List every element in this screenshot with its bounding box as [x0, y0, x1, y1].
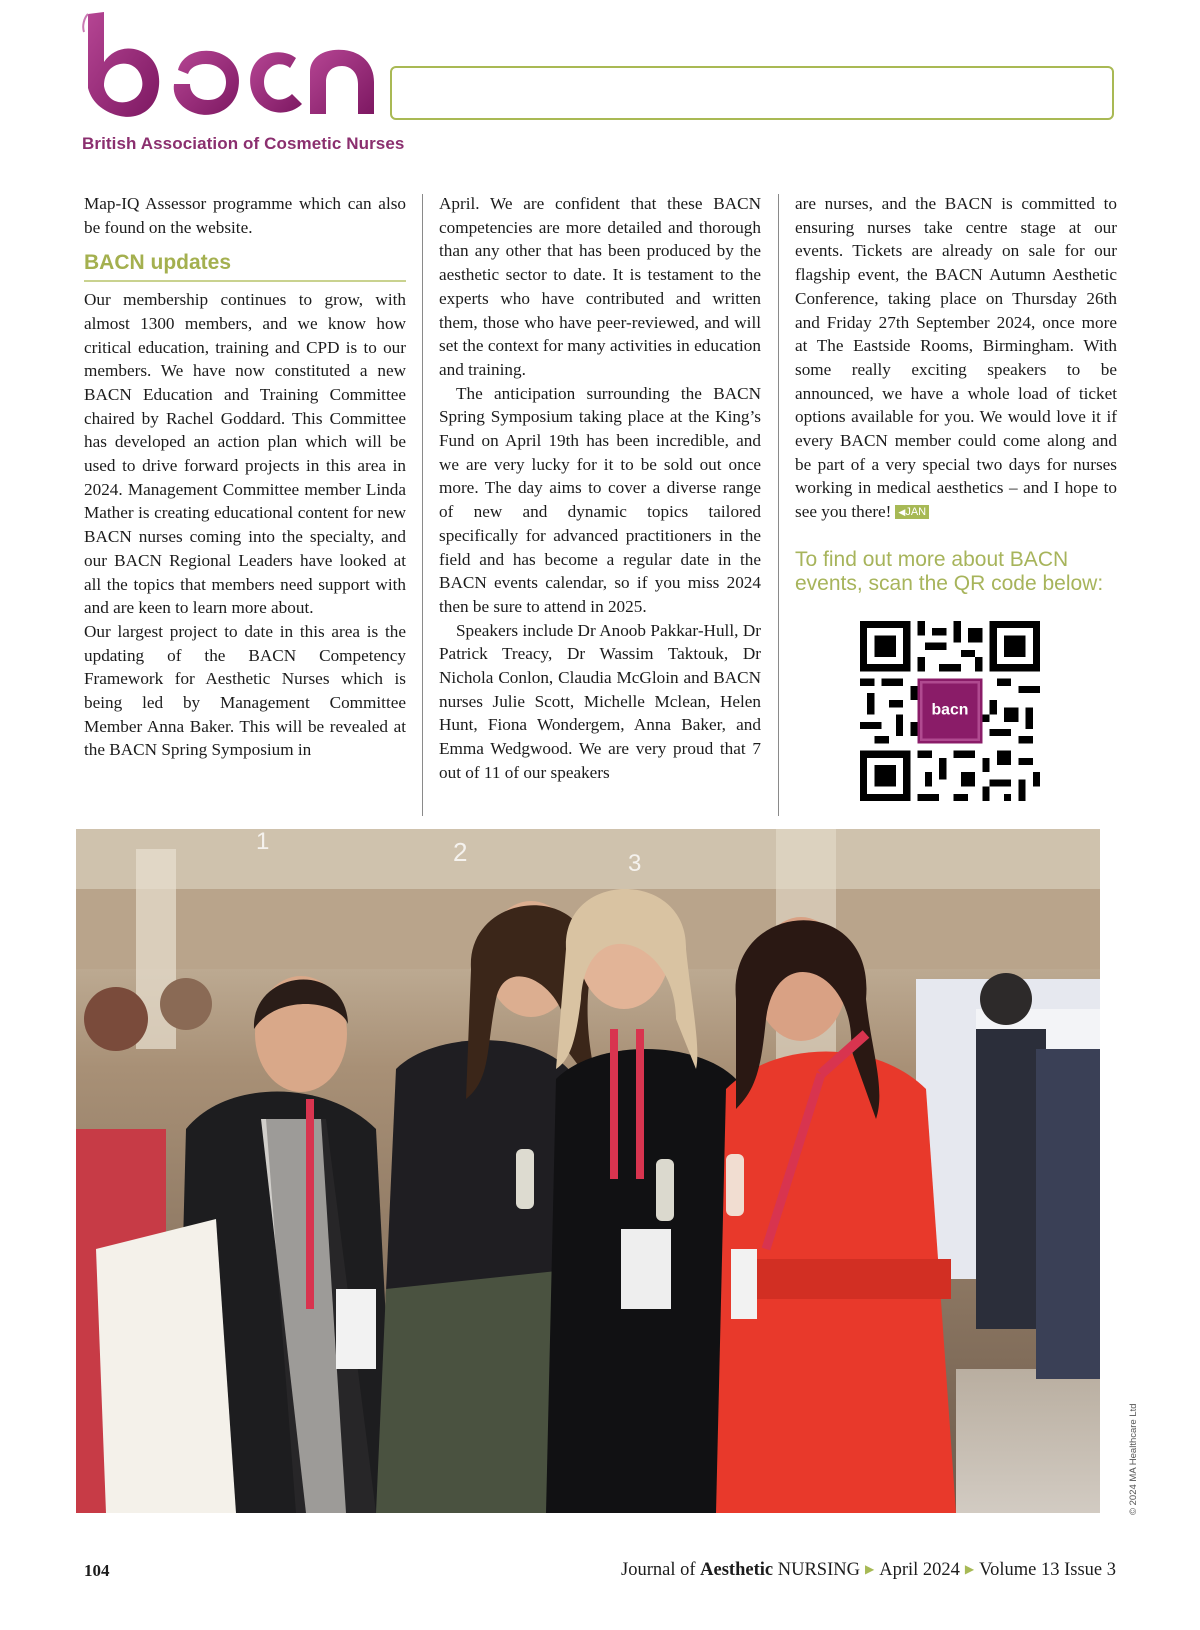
header-banner-box — [390, 66, 1114, 120]
sign-number: 3 — [628, 850, 642, 877]
author-initials: JAN — [905, 506, 927, 519]
paragraph: Our membership continues to grow, with almost 1300 members, and we know how critical education, training and CPD is to our members. We have now constituted a new BACN Education and Training Committee chaired by Rachel Goddard. This Committee has developed an action plan which will be used to drive forward projects in this area in 2024. Management Committee member Linda Mather is creating educational content for new BACN nurses coming into the specialty, and our BACN Regional Leaders have looked at all the topics that members need support with and are keen to learn more about. — [84, 290, 406, 618]
qr-code-icon[interactable] — [860, 621, 1040, 801]
page-number: 104 — [84, 1561, 110, 1580]
article-column-1 — [84, 192, 406, 762]
paragraph: April. We are confident that these BACN competencies are more detailed and thorough than any other that has been produced by the aesthetic sector to date. It is testament to the experts who have contributed and written them, those who have peer-reviewed, and will set the context for many activities in education and training. — [439, 194, 761, 379]
svg-text:bacn: bacn — [931, 701, 969, 719]
journal-footer — [621, 1560, 1116, 1581]
paragraph: Our largest project to date in this area is the updating of the BACN Competency Framework for Aesthetic Nurses which is being led by Management Committee Member Anna Baker. This will be revealed at the BACN Spring Symposium in — [84, 621, 406, 760]
bacn-logo-mark-icon — [82, 10, 382, 128]
paragraph — [795, 192, 1117, 524]
triangle-right-icon: ▶ — [964, 1562, 975, 1576]
volume-issue: Volume 13 Issue 3 — [979, 1560, 1116, 1580]
article-column-2 — [439, 192, 761, 785]
journal-prefix: Journal of — [621, 1560, 701, 1580]
article-end-mark — [895, 505, 929, 519]
logo-subtitle: British Association of Cosmetic Nurses — [82, 134, 405, 153]
event-photo — [76, 829, 1100, 1513]
paragraph-text: are nurses, and the BACN is committed to ensuring nurses take centre stage at our events. Tickets are already on sale for our flagship event, the BACN Autumn Aesthetic Conference, taking place on Thursday 26th and Friday 27th September 2024, once more at The Eastside Rooms, Birmingham. With some really exciting speakers to be announced, we have a whole load of ticket options available for you. We would love it if every BACN member could come along and be part of a very special two days for nurses working in medical aesthetics – and I hope to see you there! — [795, 194, 1117, 522]
paragraph: Map-IQ Assessor programme which can also be found on the website. — [84, 194, 406, 237]
triangle-right-icon: ▶ — [864, 1562, 875, 1576]
copyright-notice: © 2024 MA Healthcare Ltd — [1128, 1403, 1139, 1515]
article-column-3 — [795, 192, 1117, 596]
qr-call-to-action: To find out more about BACN events, scan the QR code below: — [795, 547, 1104, 595]
journal-name-bold: Aesthetic — [700, 1560, 774, 1580]
triangle-left-icon: ◀ — [898, 507, 906, 518]
sign-number: 1 — [256, 829, 270, 855]
sign-number: 2 — [453, 837, 468, 867]
bacn-logo — [82, 10, 405, 155]
section-heading: BACN updates — [84, 251, 406, 282]
column-divider — [778, 194, 779, 816]
issue-date: April 2024 — [879, 1560, 960, 1580]
journal-suffix: NURSING — [773, 1560, 860, 1580]
column-divider — [422, 194, 423, 816]
paragraph: The anticipation surrounding the BACN Spring Symposium taking place at the King’s Fund on April 19th has been incredible, and we are very lucky for it to be sold out once more. The day aims to cover a diverse range of new and dynamic topics tailored specifically for advanced practitioners in the field and has become a regular date in the BACN events calendar, so if you miss 2024 then be sure to attend in 2025. — [439, 383, 761, 616]
paragraph: Speakers include Dr Anoob Pakkar-Hull, Dr Patrick Treacy, Dr Wassim Taktouk, Dr Nichola Conlon, Claudia McGloin and BACN nurses Julie Scott, Michelle Mclean, Helen Hunt, Fiona Wondergem, Anna Baker, and Emma Wedgwood. We are very proud that 7 out of 11 of our speakers — [439, 620, 761, 782]
